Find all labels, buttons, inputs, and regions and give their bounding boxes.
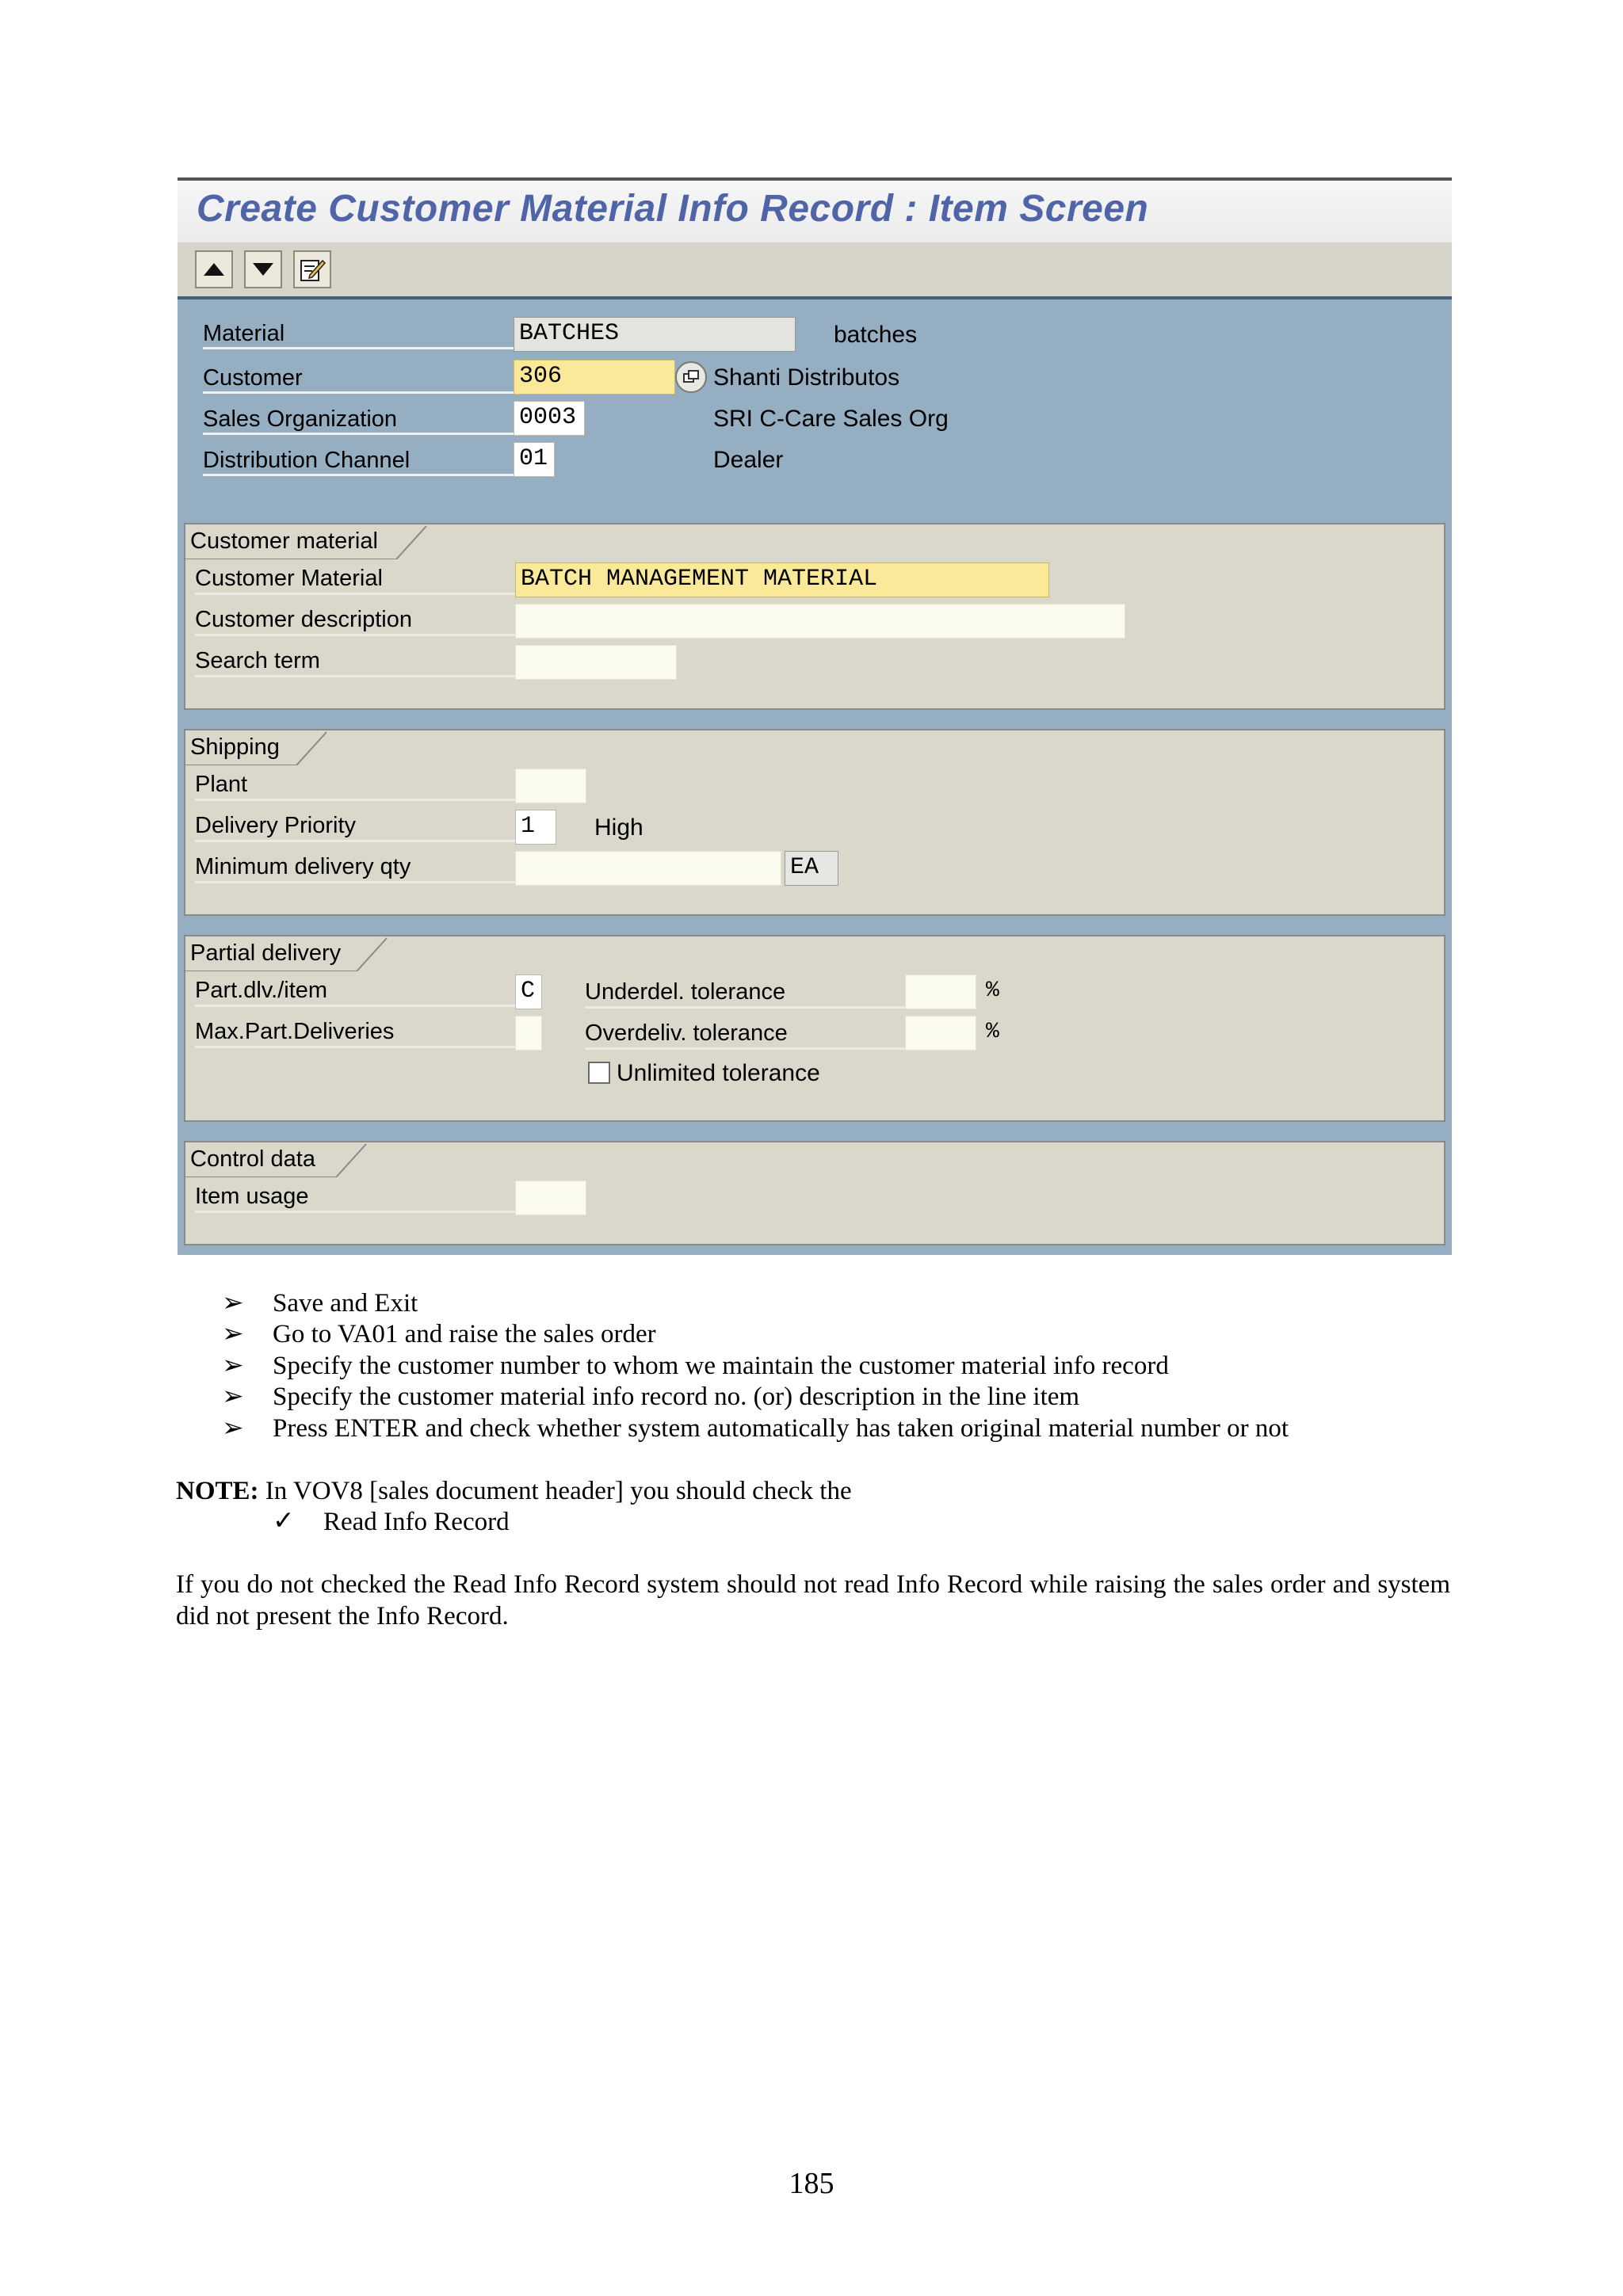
minimum-delivery-qty-unit: EA [785,851,838,886]
list-item: Save and Exit [273,1289,418,1318]
distribution-channel-field[interactable]: 01 [514,442,555,477]
material-label: Material [203,320,517,349]
customer-description-input[interactable] [515,604,1125,639]
underdel-percent-unit: % [986,978,999,1003]
edit-button[interactable] [293,250,331,288]
partial-delivery-group [184,935,1445,1122]
customer-lookup-button[interactable] [675,361,707,393]
part-dlv-item-input[interactable]: C [515,974,542,1009]
overdeliv-tolerance-label: Overdeliv. tolerance [585,1019,905,1050]
search-term-label: Search term [195,646,515,677]
max-part-deliveries-label: Max.Part.Deliveries [195,1017,515,1048]
customer-description-label: Customer description [195,605,515,636]
minimum-delivery-qty-input[interactable] [515,851,781,886]
customer-description: Shanti Distributos [713,364,900,391]
plant-label: Plant [195,770,515,801]
bullet-arrow-icon: ➢ [222,1320,244,1348]
customer-material-group [184,523,1445,710]
max-part-deliveries-input[interactable] [515,1016,542,1051]
bullet-arrow-icon: ➢ [222,1289,244,1318]
search-term-input[interactable] [515,645,677,680]
distribution-channel-label: Distribution Channel [203,447,517,476]
sales-org-label: Sales Organization [203,406,517,435]
note-line [176,1475,852,1507]
minimum-delivery-qty-label: Minimum delivery qty [195,852,515,883]
underdel-tolerance-label: Underdel. tolerance [585,978,905,1009]
sales-org-field[interactable]: 0003 [514,401,585,436]
material-field: BATCHES [514,317,796,352]
delivery-priority-label: Delivery Priority [195,811,515,842]
list-item: Specify the customer material info record no. (or) description in the line item [273,1383,1080,1411]
arrow-down-icon [251,261,275,277]
note-label: NOTE: [176,1477,259,1505]
check-mark-icon: ✓ [273,1507,295,1535]
sales-org-description: SRI C-Care Sales Org [713,406,949,432]
plant-input[interactable] [515,769,586,803]
arrow-up-icon [202,261,226,277]
customer-material-group-title: Customer material [190,526,383,556]
overdeliv-percent-unit: % [986,1020,999,1044]
bullet-arrow-icon: ➢ [222,1352,244,1380]
overdeliv-tolerance-input[interactable] [905,1016,976,1051]
underdel-tolerance-input[interactable] [905,974,976,1009]
control-data-group [184,1141,1445,1245]
shipping-group [184,729,1445,916]
search-help-icon [682,368,701,387]
distribution-channel-description: Dealer [713,447,784,473]
partial-delivery-group-title: Partial delivery [190,938,346,968]
customer-label: Customer [203,364,517,394]
list-item: Go to VA01 and raise the sales order [273,1320,656,1348]
control-data-group-title: Control data [190,1144,320,1174]
part-dlv-item-label: Part.dlv./item [195,976,515,1007]
item-usage-input[interactable] [515,1180,586,1215]
page-number: 185 [789,2167,834,2200]
delivery-priority-description: High [594,814,643,841]
customer-material-label: Customer Material [195,564,515,595]
check-item: Read Info Record [323,1508,510,1536]
customer-input[interactable]: 306 [514,360,675,395]
unlimited-tolerance-label: Unlimited tolerance [617,1060,820,1086]
previous-item-button[interactable] [195,250,233,288]
screen-title: Create Customer Material Info Record : Item Screen [197,188,1149,230]
next-item-button[interactable] [244,250,282,288]
application-toolbar [178,242,1452,299]
material-description: batches [834,322,918,348]
list-item: Press ENTER and check whether system automatically has taken original material number or not [273,1414,1289,1443]
item-usage-label: Item usage [195,1182,515,1213]
edit-icon [299,256,326,283]
delivery-priority-input[interactable]: 1 [515,810,556,845]
note-text: In VOV8 [sales document header] you should check the [258,1477,852,1505]
bullet-arrow-icon: ➢ [222,1383,244,1411]
list-item: Specify the customer number to whom we maintain the customer material info record [273,1352,1169,1380]
unlimited-tolerance-checkbox[interactable] [588,1062,610,1084]
sap-screenshot [178,177,1452,1255]
bullet-arrow-icon: ➢ [222,1414,244,1443]
customer-material-input[interactable]: BATCH MANAGEMENT MATERIAL [515,563,1049,597]
title-bar [178,181,1452,243]
explanation-paragraph: If you do not checked the Read Info Record system should not read Info Record while raising the sales order and system did not present the Info Record. [176,1570,1450,1630]
shipping-group-title: Shipping [190,732,285,762]
